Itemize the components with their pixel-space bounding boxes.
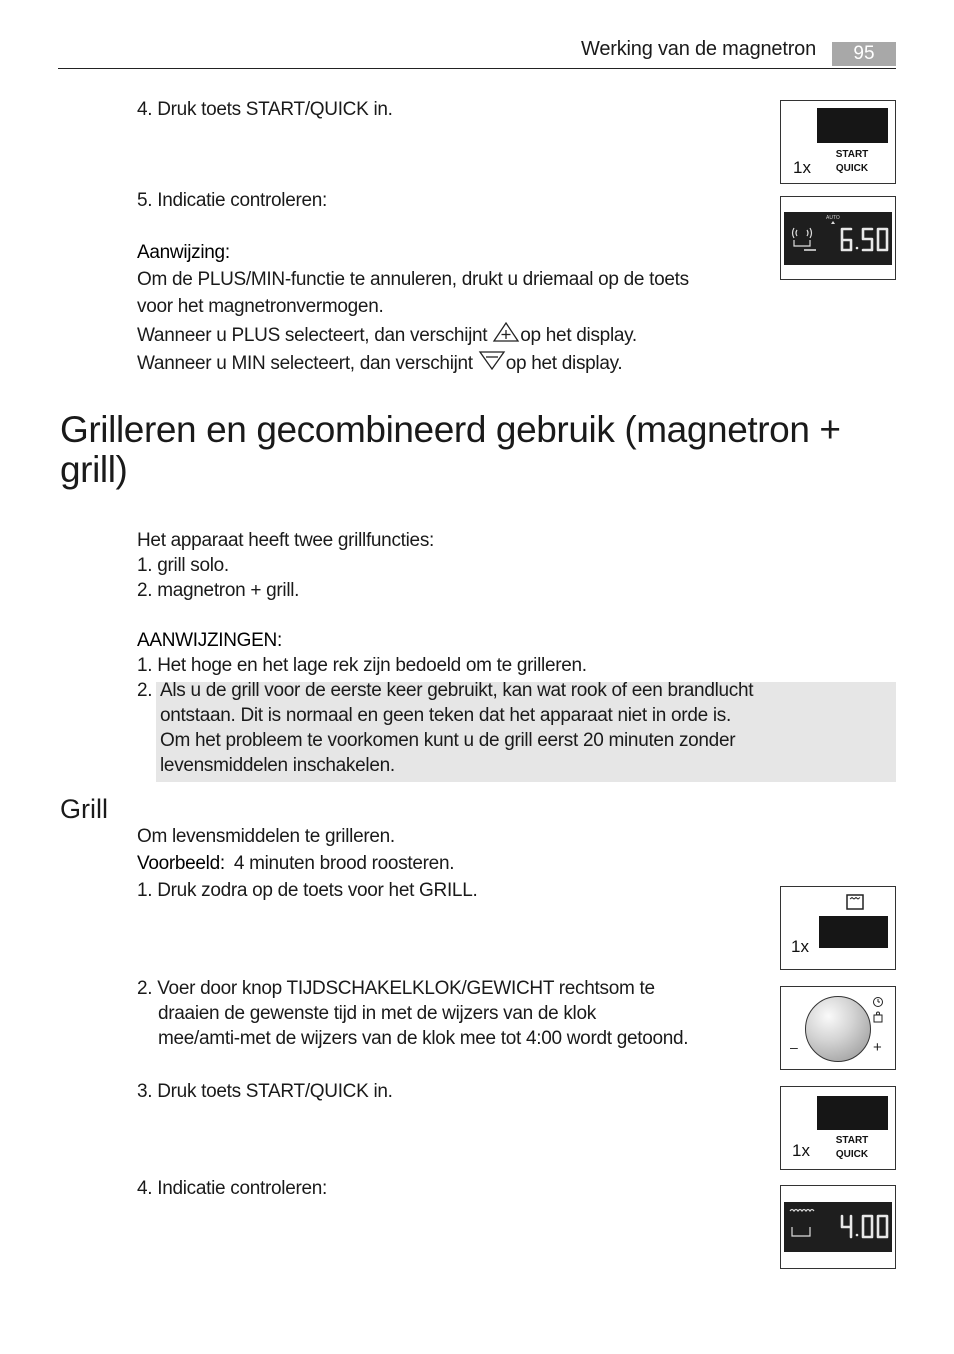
page-heading (60, 410, 841, 490)
lcd-display (784, 1202, 892, 1252)
intro-item-1: 1. grill solo. (137, 555, 229, 576)
page-number: 95 (832, 42, 896, 66)
note-label: Aanwijzing: (137, 242, 230, 263)
grill-button-figure (780, 886, 896, 970)
quick-label: QUICK (835, 163, 869, 174)
notes-item-2-line-2: ontstaan. Dit is normaal en geen teken dat het apparaat niet in orde is. (160, 705, 731, 726)
start-quick-figure-1 (780, 100, 896, 184)
time-readout-650 (838, 226, 890, 254)
display-figure-2 (780, 1185, 896, 1269)
intro-text: Het apparaat heeft twee grillfuncties: (137, 530, 434, 551)
clock-icon (872, 996, 884, 1008)
start-label: START (835, 149, 869, 160)
grill-mode-icon (787, 1205, 821, 1245)
timer-weight-knob[interactable] (805, 996, 871, 1062)
note-min-line (137, 349, 622, 379)
min-triangle-icon (478, 349, 506, 379)
start-quick-figure-2 (780, 1086, 896, 1170)
weight-icon (872, 1011, 884, 1023)
press-count: 1x (793, 158, 811, 177)
intro-item-2: 2. magnetron + grill. (137, 580, 300, 601)
example-text: 4 minuten brood roosteren. (233, 853, 455, 874)
note-min-before: Wanneer u MIN selecteert, dan verschijnt (137, 353, 473, 375)
time-readout-400 (838, 1213, 890, 1241)
step-5-text: 5. Indicatie controleren: (137, 190, 328, 211)
note-line-1: Om de PLUS/MIN-functie te annuleren, drukt u driemaal op de toets (137, 269, 689, 290)
grill-heading: Grill (60, 794, 108, 824)
time-readout-650-value (784, 212, 785, 213)
microwave-power-icon (788, 222, 818, 252)
note-min-after: op het display. (505, 353, 623, 375)
timer-weight-knob-figure (780, 986, 896, 1070)
grill-step-3: 3. Druk toets START/QUICK in. (137, 1081, 393, 1102)
key-display (817, 1096, 888, 1130)
knob-plus-label: + (873, 1039, 882, 1056)
note-plus-after: op het display. (520, 325, 637, 347)
grill-intro: Om levensmiddelen te grilleren. (137, 826, 395, 847)
step-4-text: 4. Druk toets START/QUICK in. (137, 99, 393, 120)
plus-indicator-icon (831, 221, 835, 224)
notes-item-2-line-3: Om het probleem te voorkomen kunt u de grill eerst 20 minuten zonder (160, 730, 736, 751)
grill-step-2-line-3: mee/amti-met de wijzers van de klok mee tot 4:00 wordt getoond. (158, 1028, 689, 1049)
display-figure-1 (780, 196, 896, 280)
grill-step-4: 4. Indicatie controleren: (137, 1178, 328, 1199)
note-plus-line (137, 321, 637, 351)
note-plus-before: Wanneer u PLUS selecteert, dan verschijnt (137, 325, 488, 347)
grill-step-2-line-1: 2. Voer door knop TIJDSCHAKELKLOK/GEWICHT rechtsom te (137, 978, 655, 999)
press-count: 1x (791, 937, 809, 956)
header-rule (58, 68, 896, 69)
press-count: 1x (792, 1141, 810, 1160)
key-display (819, 916, 888, 948)
grill-step-1: 1. Druk zodra op de toets voor het GRILL. (137, 880, 478, 901)
notes-item-2-line-1: Als u de grill voor de eerste keer gebruikt, kan wat rook of een brandlucht (160, 680, 754, 701)
grill-step-2-line-2: draaien de gewenste tijd in met de wijzers van de klok (158, 1003, 596, 1024)
page-heading-line-1: Grilleren en gecombineerd gebruik (magnetron + (60, 409, 841, 450)
quick-label: QUICK (835, 1149, 869, 1160)
grill-icon (845, 893, 865, 911)
notes-label: AANWIJZINGEN: (137, 630, 282, 651)
knob-minus-label: – (790, 1039, 798, 1055)
auto-indicator: AUTO (826, 215, 840, 221)
notes-item-1: 1. Het hoge en het lage rek zijn bedoeld om te grilleren. (137, 655, 587, 676)
page-heading-line-2: grill) (60, 449, 128, 490)
note-line-2: voor het magnetronvermogen. (137, 296, 384, 317)
notes-item-2-line-4: levensmiddelen inschakelen. (160, 755, 395, 776)
plus-triangle-icon (492, 321, 520, 351)
running-header-title: Werking van de magnetron (581, 38, 816, 60)
lcd-display (784, 212, 892, 265)
example-label: Voorbeeld: (137, 853, 225, 874)
time-readout-400-value (784, 1202, 785, 1203)
start-label: START (835, 1135, 869, 1146)
grill-example (137, 851, 454, 877)
key-display (817, 108, 888, 143)
notes-item-2-number: 2. (137, 680, 153, 701)
